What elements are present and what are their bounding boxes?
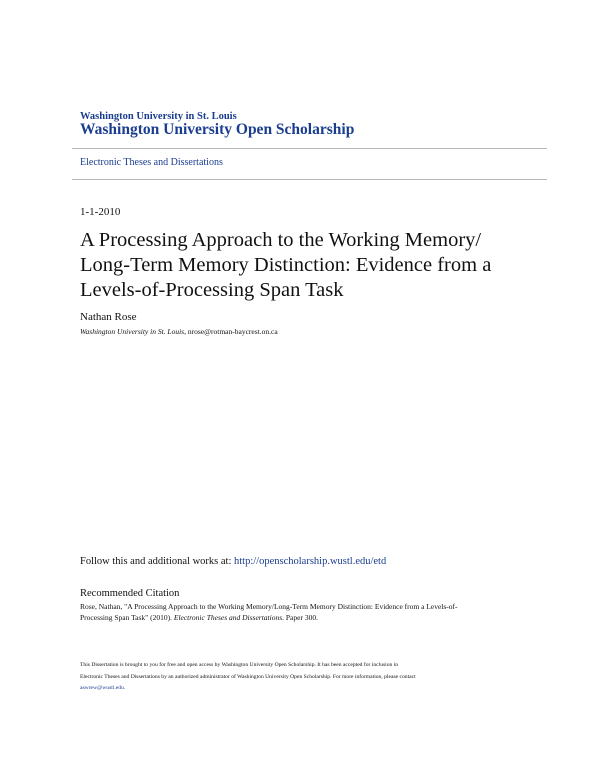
follow-statement	[80, 556, 386, 567]
affiliation-institution: Washington University in St. Louis	[80, 327, 185, 336]
citation-text	[80, 602, 520, 623]
institution-name[interactable]: Washington University in St. Louis	[80, 111, 237, 122]
title-line: A Processing Approach to the Working Memory/	[80, 229, 482, 251]
title-line: Levels-of-Processing Span Task	[80, 279, 344, 301]
follow-text: Follow this and additional works at:	[80, 556, 234, 567]
access-notice	[80, 660, 530, 695]
citation-line-1: Rose, Nathan, "A Processing Approach to the Working Memory/Long-Term Memory Distinction: Evidence from a Levels-of-	[80, 602, 458, 611]
citation-line-2: Processing Span Task" (2010).	[80, 612, 174, 622]
author-affiliation	[80, 327, 278, 336]
citation-series: Electronic Theses and Dissertations	[173, 612, 283, 622]
notice-period: .	[123, 685, 126, 691]
document-title	[80, 228, 550, 303]
notice-line-2: Electronic Theses and Dissertations by an authorized administrator of Washington University Open Scholarship. For more information, please contact	[80, 673, 416, 680]
collection-link[interactable]: Electronic Theses and Dissertations	[80, 157, 223, 168]
repository-name[interactable]: Washington University Open Scholarship	[80, 121, 355, 138]
author-name: Nathan Rose	[80, 311, 137, 323]
notice-line-1: This Dissertation is brought to you for free and open access by Washington University Open Scholarship. It has been accepted for inclusion in	[80, 662, 399, 668]
recommended-citation-heading: Recommended Citation	[80, 588, 180, 599]
etd-collection-link[interactable]: http://openscholarship.wustl.edu/etd	[234, 556, 387, 567]
title-line: Long-Term Memory Distinction: Evidence from a	[80, 254, 492, 276]
citation-paper: . Paper 300.	[282, 612, 318, 622]
header-divider-top	[72, 148, 547, 149]
contact-email-link[interactable]: aswrew@wustl.edu	[80, 685, 124, 691]
author-email: , nrose@rotman-baycrest.on.ca	[184, 327, 278, 336]
header-divider-bottom	[72, 179, 547, 180]
publication-date: 1-1-2010	[80, 206, 121, 218]
